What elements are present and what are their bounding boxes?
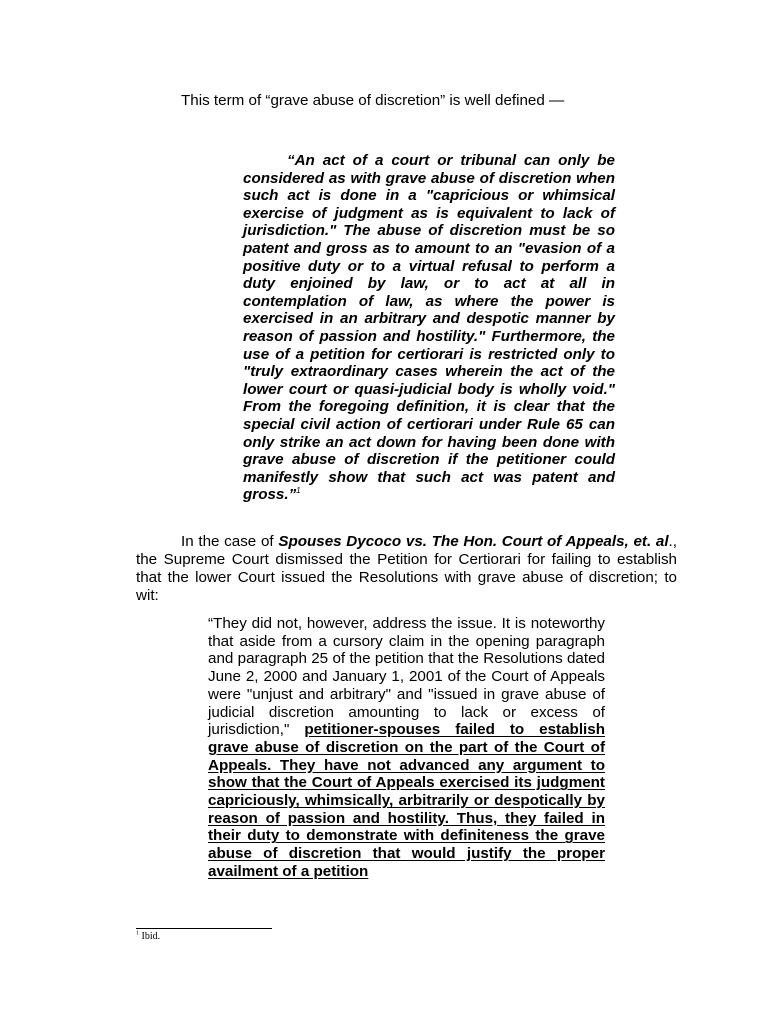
- block-quote-definition: [243, 152, 615, 504]
- block-quote-ruling-emphasis: petitioner-spouses failed to establish grave abuse of discretion on the part of the Court of Appeals. They have not advanced any argument to show that the Court of Appeals exercised its judgment capriciously, whimsically, arbitrarily or despotically by reason of passion and hostility. Thus, they failed in their duty to demonstrate with definiteness the grave abuse of discretion that would justify the proper availment of a petition: [208, 721, 605, 880]
- case-paragraph-lead: In the case of: [181, 533, 279, 550]
- intro-sentence: This term of “grave abuse of discretion” is well defined —: [181, 92, 565, 109]
- block-quote-definition-text: “An act of a court or tribunal can only be considered as with grave abuse of discretion when such act is done in a "capricious or whimsical exercise of judgment as is equivalent to lack of jurisdiction." The abuse of discretion must be so patent and gross as to amount to an "evasion of a positive duty or to a virtual refusal to perform a duty enjoined by law, or to act at all in contemplation of law, as where the power is exercised in an arbitrary and despotic manner by reason of passion and hostility." Furthermore, the use of a petition for certiorari is restricted only to "truly extraordinary cases wherein the act of the lower court or quasi-judicial body is wholly void." From the foregoing definition, it is clear that the special civil action of certiorari under Rule 65 can only strike an act down for having been done with grave abuse of discretion if the petitioner could manifestly show that such act was patent and gross.”: [243, 152, 615, 504]
- case-name: Spouses Dycoco vs. The Hon. Court of Appeals, et. al: [278, 533, 669, 550]
- block-quote-ruling: [208, 615, 605, 881]
- footnote-text: Ibid.: [141, 931, 161, 942]
- footnote-reference: 1: [296, 486, 301, 496]
- footnote-number: 1: [136, 930, 139, 937]
- footnote: [136, 931, 160, 943]
- block-quote-ruling-text: “They did not, however, address the issue. It is noteworthy that aside from a cursory claim in the opening paragraph and paragraph 25 of the petition that the Resolutions dated June 2, 2000 and January 1, 2001 of the Court of Appeals were "unjust and arbitrary" and "issued in grave abuse of judicial discretion amounting to lack or excess of jurisdiction,": [208, 615, 605, 739]
- case-paragraph: [136, 533, 677, 605]
- case-paragraph-rest: ., the Supreme Court dismissed the Petition for Certiorari for failing to establish that the lower Court issued the Resolutions with grave abuse of discretion; to wit:: [136, 533, 677, 604]
- footnote-divider: [136, 928, 272, 929]
